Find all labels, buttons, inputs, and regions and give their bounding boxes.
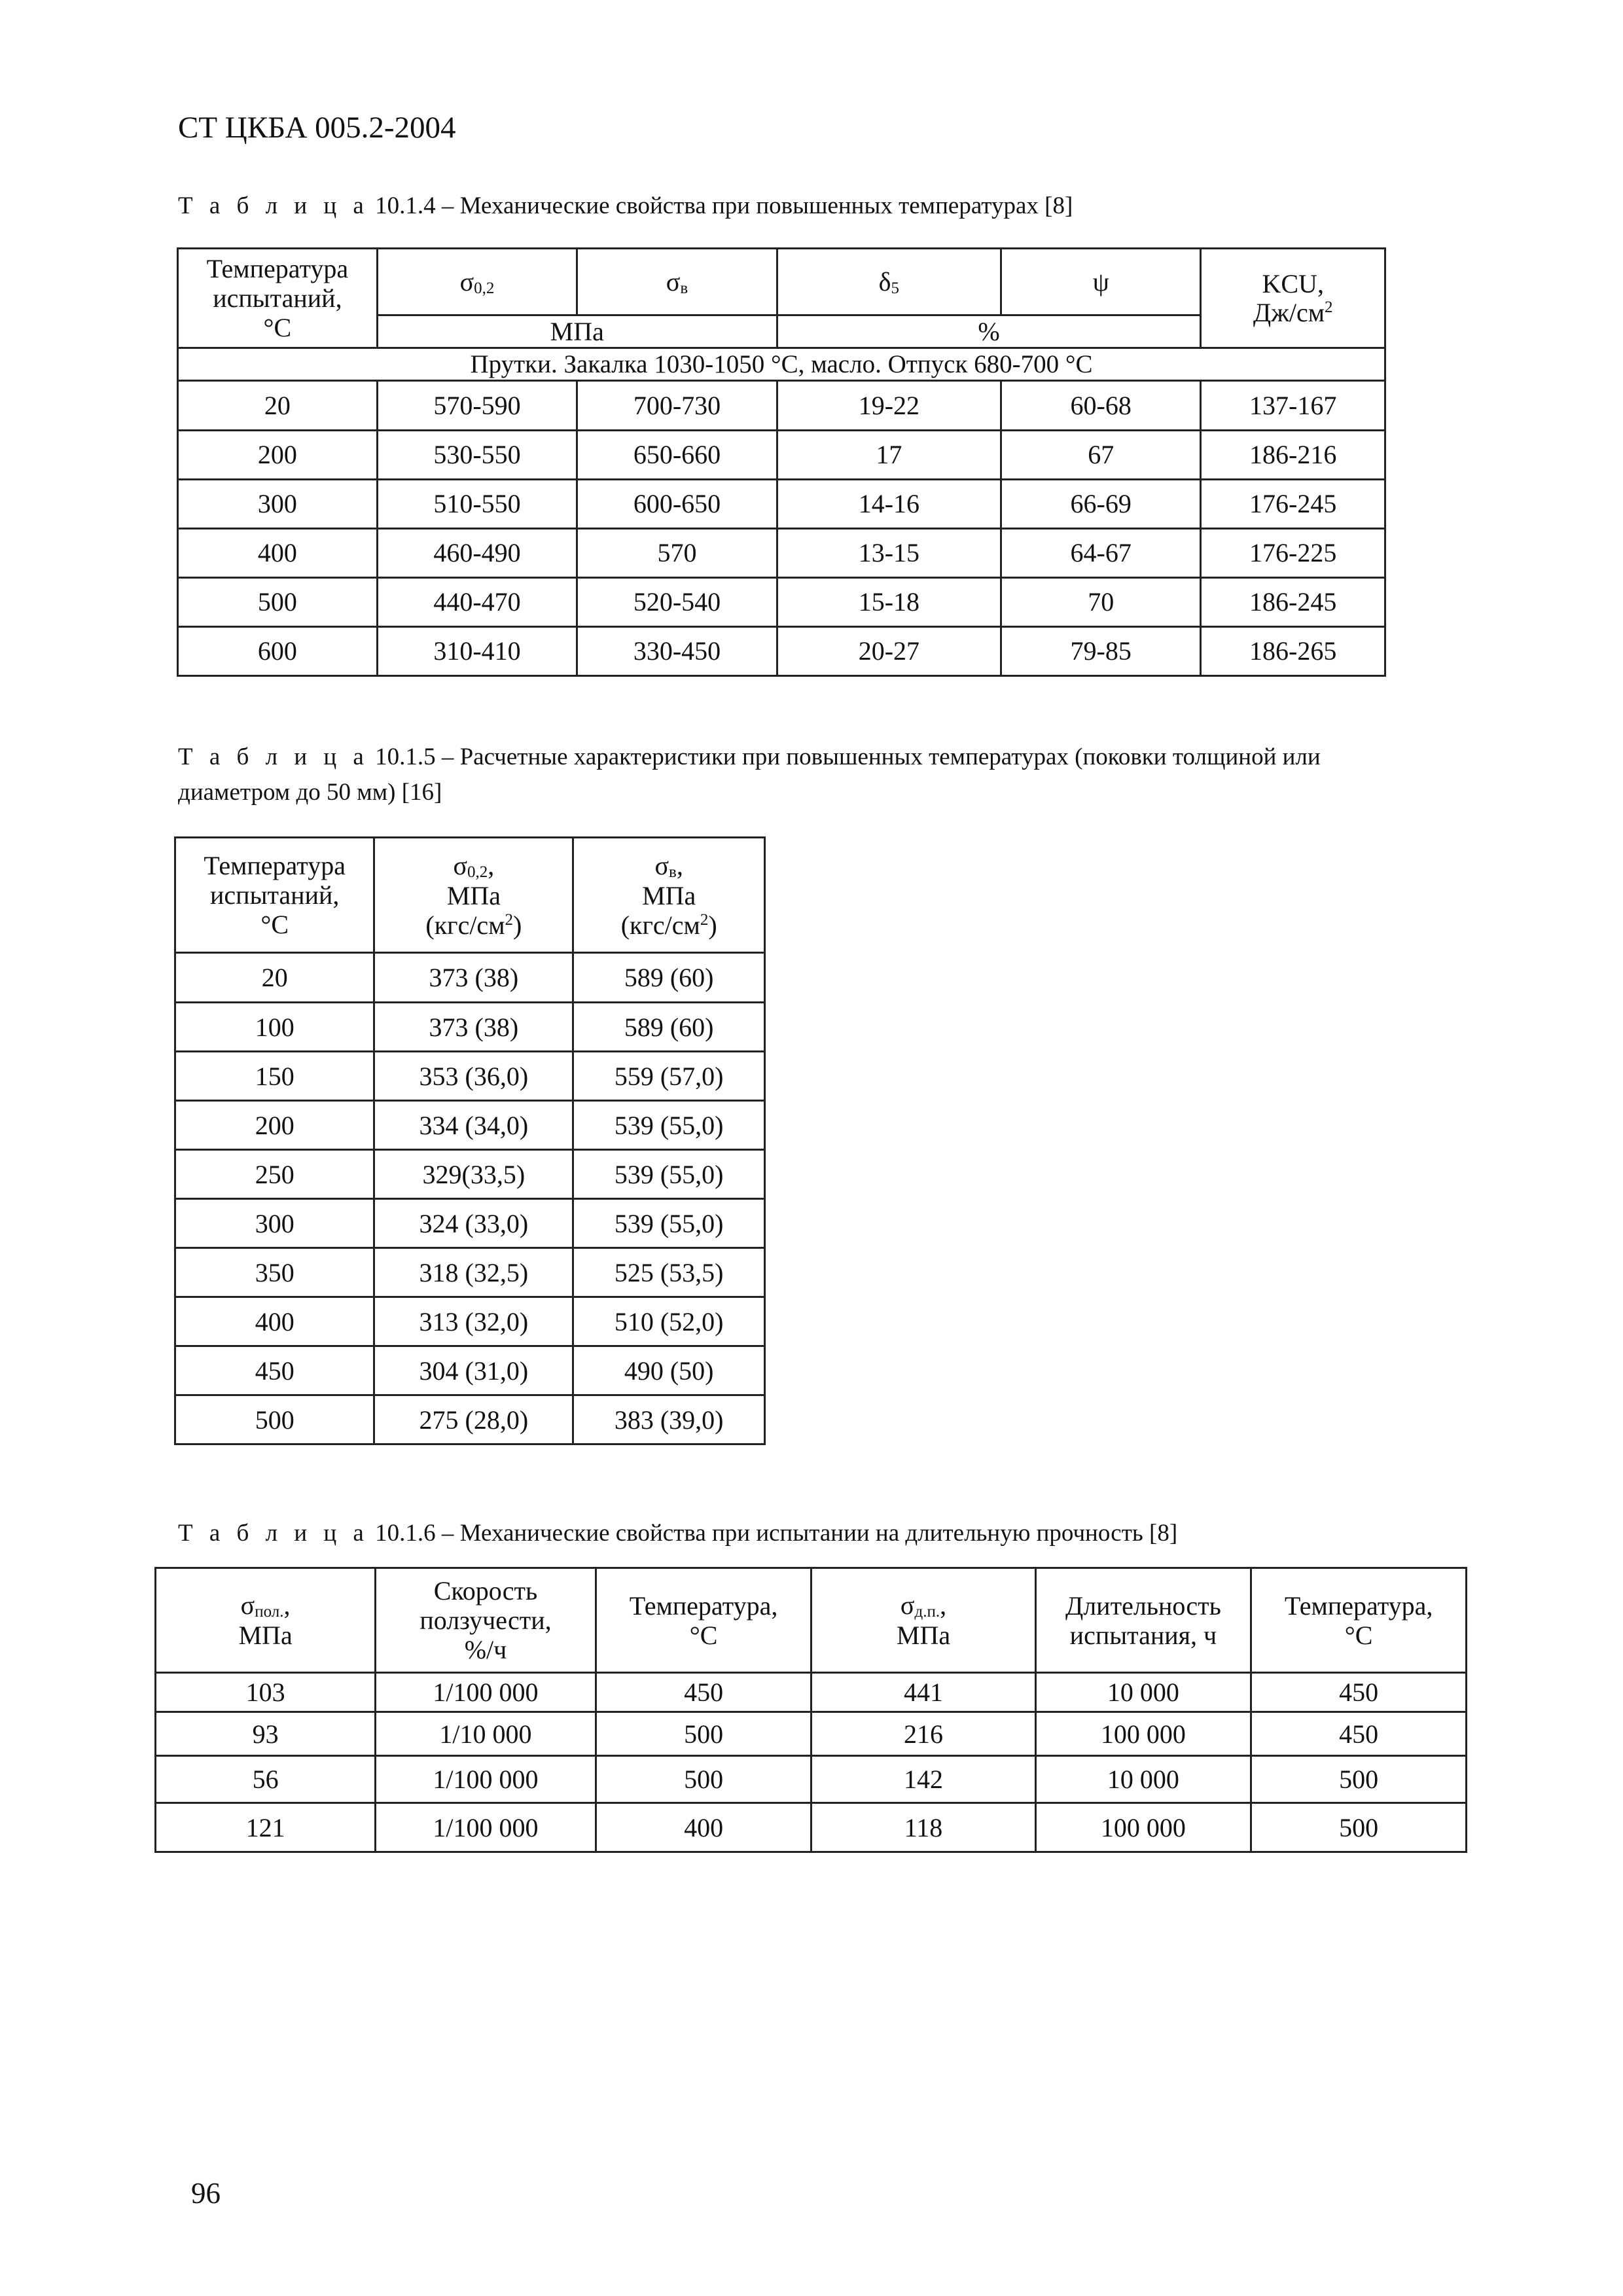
delta-symbol: δ (878, 266, 891, 296)
cell: 19-22 (777, 380, 1001, 430)
cell: 20 (175, 953, 374, 1003)
sigma-subscript: пол. (255, 1603, 284, 1621)
header-creep-stress (156, 1568, 376, 1673)
cell: 310-410 (377, 626, 577, 675)
cell: 67 (1001, 430, 1201, 479)
header-yield-strength (377, 249, 577, 315)
header-tensile-strength (573, 838, 765, 953)
caption-prefix: Т а б л и ц а (178, 192, 369, 219)
cell: 383 (39,0) (573, 1395, 765, 1444)
cell: 176-225 (1201, 528, 1385, 577)
cell: 100 (175, 1003, 374, 1052)
cell: 441 (812, 1673, 1035, 1712)
header-temperature-unit: °С (1344, 1620, 1373, 1650)
cell: 500 (178, 577, 378, 626)
sigma-subscript: в (680, 279, 688, 297)
cell: 324 (33,0) (374, 1199, 573, 1248)
cell: 14-16 (777, 479, 1001, 528)
creep-rate-unit: %/ч (464, 1634, 507, 1664)
cell: 600-650 (577, 479, 777, 528)
cell: 79-85 (1001, 626, 1201, 675)
cell: 216 (812, 1712, 1035, 1756)
caption-text: 10.1.5 – Расчетные характеристики при повышенных температурах (поковки толщиной или диаметром до 50 мм) [16] (178, 744, 1321, 806)
cell: 121 (156, 1803, 376, 1852)
sigma-comma: , (676, 850, 683, 880)
cell: 600 (178, 626, 378, 675)
sigma-symbol: σ (453, 850, 468, 880)
cell: 460-490 (377, 528, 577, 577)
cell: 510-550 (377, 479, 577, 528)
cell: 500 (596, 1712, 812, 1756)
cell: 500 (175, 1395, 374, 1444)
table-row (175, 1199, 765, 1248)
sigma-symbol: σ (666, 266, 681, 296)
cell: 373 (38) (374, 1003, 573, 1052)
cell: 70 (1001, 577, 1201, 626)
cell: 176-245 (1201, 479, 1385, 528)
cell: 589 (60) (573, 953, 765, 1003)
cell: 539 (55,0) (573, 1199, 765, 1248)
table-caption-10-1-6 (178, 1516, 1487, 1551)
kcu-unit: Дж/см (1253, 298, 1325, 328)
header-temperature (178, 249, 378, 348)
document-code: СТ ЦКБА 005.2-2004 (178, 111, 456, 145)
caption-prefix: Т а б л и ц а (178, 1520, 369, 1547)
cell: 186-216 (1201, 430, 1385, 479)
header-unit-mpa: МПа (377, 315, 777, 348)
caption-prefix: Т а б л и ц а (178, 744, 369, 770)
unit-mpa: МПа (238, 1621, 293, 1651)
header-elongation (777, 249, 1001, 315)
table-row (175, 1101, 765, 1150)
header-temperature-unit: °С (263, 312, 292, 342)
cell: 650-660 (577, 430, 777, 479)
cell: 589 (60) (573, 1003, 765, 1052)
cell: 520-540 (577, 577, 777, 626)
table-caption-10-1-5 (178, 740, 1435, 810)
header-temperature-label: Температура испытаний, (206, 254, 349, 313)
cell: 300 (175, 1199, 374, 1248)
cell: 10 000 (1035, 1756, 1251, 1803)
header-long-term-strength (812, 1568, 1035, 1673)
sigma-comma: , (283, 1590, 291, 1621)
cell: 450 (1251, 1673, 1467, 1712)
table-row (175, 1003, 765, 1052)
header-creep-rate (376, 1568, 596, 1673)
cell: 350 (175, 1248, 374, 1297)
table-row (156, 1673, 1467, 1712)
kcu-label: KCU, (1262, 268, 1324, 298)
cell: 334 (34,0) (374, 1101, 573, 1150)
header-temperature-label: Температура, (629, 1590, 778, 1621)
header-temperature-unit: °С (689, 1620, 718, 1650)
table-row (156, 1756, 1467, 1803)
cell: 118 (812, 1803, 1035, 1852)
table-row (175, 1150, 765, 1199)
caption-text: 10.1.6 – Механические свойства при испытании на длительную прочность [8] (368, 1520, 1178, 1547)
cell: 1/100 000 (376, 1756, 596, 1803)
cell: 250 (175, 1150, 374, 1199)
cell: 186-245 (1201, 577, 1385, 626)
creep-rate-label: Скорость ползучести, (419, 1576, 552, 1636)
cell: 525 (53,5) (573, 1248, 765, 1297)
sigma-symbol: σ (900, 1590, 915, 1621)
sigma-subscript: д.п. (914, 1603, 940, 1621)
table-row (175, 1346, 765, 1395)
header-temperature-label: Температура, (1284, 1590, 1433, 1621)
cell: 103 (156, 1673, 376, 1712)
delta-subscript: 5 (891, 279, 900, 297)
cell: 200 (175, 1101, 374, 1150)
cell: 10 000 (1035, 1673, 1251, 1712)
cell: 100 000 (1035, 1712, 1251, 1756)
cell: 400 (178, 528, 378, 577)
sigma-subscript: в (669, 863, 677, 881)
unit-mpa: МПа (896, 1621, 951, 1651)
cell: 142 (812, 1756, 1035, 1803)
cell: 64-67 (1001, 528, 1201, 577)
header-temperature (1251, 1568, 1467, 1673)
unit-kgf: (кгс/см (425, 910, 505, 940)
cell: 559 (57,0) (573, 1052, 765, 1101)
header-temperature-label: Температура испытаний, (204, 851, 346, 910)
cell: 15-18 (777, 577, 1001, 626)
page-number: 96 (191, 2177, 221, 2210)
table-row (175, 1395, 765, 1444)
caption-text: 10.1.4 – Механические свойства при повышенных температурах [8] (368, 192, 1073, 219)
table-caption-10-1-4 (178, 188, 1487, 224)
table-long-term-strength (154, 1567, 1467, 1853)
cell: 275 (28,0) (374, 1395, 573, 1444)
cell: 490 (50) (573, 1346, 765, 1395)
cell: 510 (52,0) (573, 1297, 765, 1346)
sigma-subscript: 0,2 (474, 279, 495, 297)
cell: 60-68 (1001, 380, 1201, 430)
header-tensile-strength (577, 249, 777, 315)
unit-kgf-close: ) (513, 910, 522, 940)
table-row (178, 626, 1385, 675)
cell: 530-550 (377, 430, 577, 479)
cell: 353 (36,0) (374, 1052, 573, 1101)
header-reduction-of-area: ψ (1001, 249, 1201, 315)
table-row (178, 479, 1385, 528)
cell: 373 (38) (374, 953, 573, 1003)
cell: 1/100 000 (376, 1673, 596, 1712)
header-unit-percent: % (777, 315, 1201, 348)
cell: 13-15 (777, 528, 1001, 577)
cell: 400 (175, 1297, 374, 1346)
cell: 450 (175, 1346, 374, 1395)
unit-kgf-close: ) (708, 910, 717, 940)
cell: 400 (596, 1803, 812, 1852)
kcu-unit-superscript: 2 (1325, 298, 1333, 317)
table-row (156, 1803, 1467, 1852)
unit-kgf-superscript: 2 (700, 910, 709, 929)
table-row (178, 380, 1385, 430)
table-row (156, 1712, 1467, 1756)
cell: 100 000 (1035, 1803, 1251, 1852)
cell: 500 (1251, 1803, 1467, 1852)
cell: 66-69 (1001, 479, 1201, 528)
table-row (178, 528, 1385, 577)
cell: 304 (31,0) (374, 1346, 573, 1395)
cell: 450 (596, 1673, 812, 1712)
unit-mpa: МПа (642, 880, 696, 910)
table-row (175, 1052, 765, 1101)
table-row (175, 953, 765, 1003)
cell: 329(33,5) (374, 1150, 573, 1199)
cell: 56 (156, 1756, 376, 1803)
heat-treatment-row: Прутки. Закалка 1030-1050 °С, масло. Отпуск 680-700 °С (178, 348, 1385, 380)
table-design-characteristics (174, 836, 766, 1445)
cell: 539 (55,0) (573, 1101, 765, 1150)
sigma-symbol: σ (654, 850, 669, 880)
cell: 500 (596, 1756, 812, 1803)
cell: 20-27 (777, 626, 1001, 675)
sigma-comma: , (940, 1590, 947, 1621)
sigma-symbol: σ (459, 266, 474, 296)
cell: 318 (32,5) (374, 1248, 573, 1297)
table-row (178, 430, 1385, 479)
cell: 93 (156, 1712, 376, 1756)
table-row (175, 1297, 765, 1346)
cell: 500 (1251, 1756, 1467, 1803)
cell: 17 (777, 430, 1001, 479)
header-temperature (175, 838, 374, 953)
sigma-subscript: 0,2 (467, 863, 488, 881)
unit-kgf: (кгс/см (620, 910, 700, 940)
cell: 300 (178, 479, 378, 528)
cell: 1/100 000 (376, 1803, 596, 1852)
cell: 450 (1251, 1712, 1467, 1756)
header-temperature-unit: °С (260, 909, 289, 939)
cell: 150 (175, 1052, 374, 1101)
unit-mpa: МПа (446, 880, 501, 910)
cell: 137-167 (1201, 380, 1385, 430)
table-mechanical-properties-elevated-temperatures (177, 247, 1386, 677)
sigma-symbol: σ (240, 1590, 255, 1621)
unit-kgf-superscript: 2 (505, 910, 513, 929)
table-row (178, 577, 1385, 626)
header-test-duration: Длительность испытания, ч (1035, 1568, 1251, 1673)
cell: 20 (178, 380, 378, 430)
cell: 570 (577, 528, 777, 577)
table-row (175, 1248, 765, 1297)
cell: 330-450 (577, 626, 777, 675)
cell: 570-590 (377, 380, 577, 430)
cell: 313 (32,0) (374, 1297, 573, 1346)
header-impact-strength (1201, 249, 1385, 348)
header-temperature (596, 1568, 812, 1673)
cell: 1/10 000 (376, 1712, 596, 1756)
cell: 700-730 (577, 380, 777, 430)
cell: 200 (178, 430, 378, 479)
cell: 539 (55,0) (573, 1150, 765, 1199)
header-yield-strength (374, 838, 573, 953)
sigma-comma: , (488, 850, 495, 880)
cell: 440-470 (377, 577, 577, 626)
cell: 186-265 (1201, 626, 1385, 675)
